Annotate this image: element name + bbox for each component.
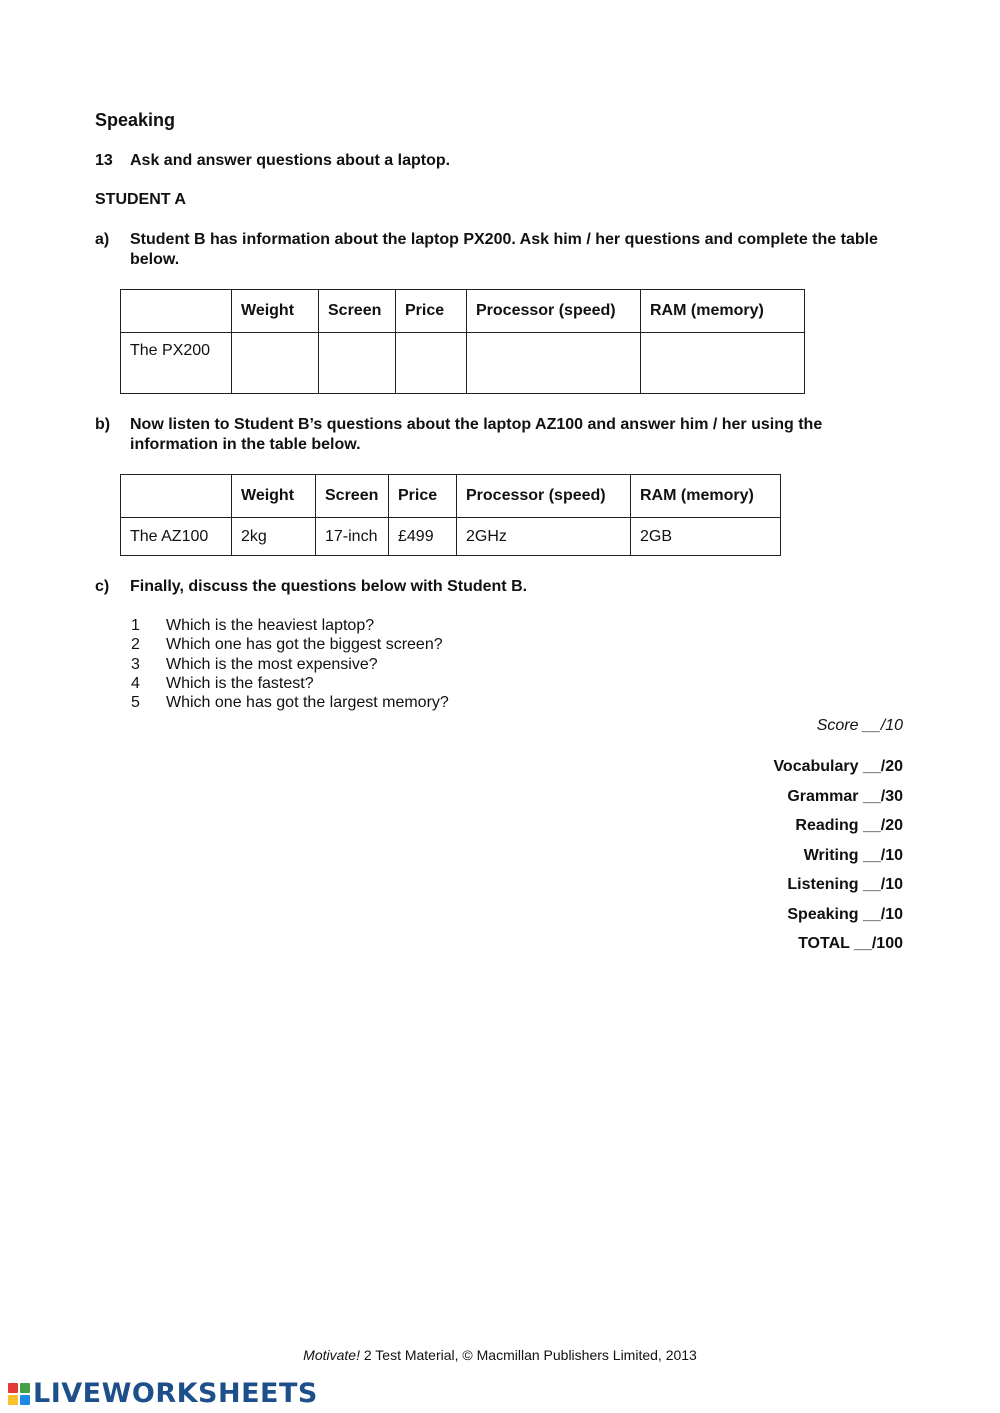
- row-label-cell: The PX200: [121, 333, 232, 394]
- list-item: [131, 635, 449, 654]
- table-header-cell: [121, 290, 232, 333]
- value-cell-ram: 2GB: [631, 518, 781, 556]
- logo-icon: [8, 1383, 30, 1405]
- total-reading: Reading __/20: [795, 817, 903, 834]
- copyright-footer: [0, 1347, 1000, 1363]
- part-b-text: Now listen to Student B’s questions about the laptop AZ100 and answer him / her using the information in the table below.: [130, 416, 823, 453]
- part-a-instruction: [95, 230, 885, 270]
- total-listening: Listening __/10: [787, 876, 903, 893]
- answer-cell-processor[interactable]: [467, 333, 641, 394]
- answer-cell-price[interactable]: [396, 333, 467, 394]
- table-header-cell: Weight: [232, 475, 316, 518]
- discussion-questions: [131, 616, 449, 712]
- table-header-cell: Screen: [316, 475, 389, 518]
- question-number: 2: [131, 636, 140, 654]
- table-header-cell: Price: [389, 475, 457, 518]
- total-writing: Writing __/10: [803, 846, 903, 864]
- answer-cell-ram[interactable]: [641, 333, 805, 394]
- table-row: [121, 518, 781, 556]
- answer-cell-screen[interactable]: [319, 333, 396, 394]
- question-text: Which is the most expensive?: [166, 655, 378, 673]
- list-item: [131, 655, 449, 674]
- table-header-cell: Weight: [232, 290, 319, 333]
- value-cell-screen: 17-inch: [316, 518, 389, 556]
- total-speaking: Speaking __/10: [787, 905, 903, 923]
- question-number: 5: [131, 694, 140, 712]
- table-header-cell: [121, 475, 232, 518]
- total-grammar: Grammar __/30: [787, 787, 903, 805]
- question-text: Which one has got the largest memory?: [166, 694, 449, 712]
- score-totals: [773, 757, 903, 964]
- value-cell-processor: 2GHz: [457, 518, 631, 556]
- table-header-cell: Price: [396, 290, 467, 333]
- question-text: Which one has got the biggest screen?: [166, 636, 443, 654]
- table-az100: [120, 474, 781, 556]
- table-header-row: [121, 475, 781, 518]
- student-label: STUDENT A: [95, 191, 186, 208]
- part-b-label: b): [95, 416, 111, 433]
- table-header-cell: Processor (speed): [457, 475, 631, 518]
- table-header-row: [121, 290, 805, 333]
- question-number: 1: [131, 617, 140, 634]
- value-cell-price: £499: [389, 518, 457, 556]
- part-c-label: c): [95, 578, 110, 595]
- table-header-cell: Processor (speed): [467, 290, 641, 333]
- logo-square: [20, 1383, 30, 1393]
- table-header-cell: RAM (memory): [641, 290, 805, 333]
- list-item: [131, 693, 449, 712]
- table-row: [121, 333, 805, 394]
- total-vocabulary: Vocabulary __/20: [773, 758, 903, 775]
- answer-cell-weight[interactable]: [232, 333, 319, 394]
- part-c-text: Finally, discuss the questions below with Student B.: [130, 578, 528, 595]
- logo-square: [20, 1395, 30, 1405]
- brand-name: LIVEWORKSHEETS: [33, 1378, 318, 1409]
- exercise-number: 13: [95, 152, 113, 169]
- exercise-text: Ask and answer questions about a laptop.: [130, 152, 451, 169]
- liveworksheets-logo[interactable]: [8, 1378, 318, 1409]
- part-b-instruction: [95, 415, 885, 455]
- question-number: 3: [131, 655, 140, 673]
- table-header-cell: RAM (memory): [631, 475, 781, 518]
- list-item: [131, 616, 449, 635]
- question-number: 4: [131, 674, 140, 692]
- question-text: Which is the fastest?: [166, 674, 314, 692]
- total-overall: TOTAL __/100: [798, 935, 903, 952]
- section-title: Speaking: [95, 110, 176, 130]
- exercise-instruction: [95, 152, 450, 170]
- logo-square: [8, 1383, 18, 1393]
- footer-text: 2 Test Material, © Macmillan Publishers Limited, 2013: [359, 1347, 697, 1363]
- question-text: Which is the heaviest laptop?: [166, 617, 375, 634]
- table-header-cell: Screen: [319, 290, 396, 333]
- part-a-text: Student B has information about the laptop PX200. Ask him / her questions and complete the table below.: [130, 231, 878, 268]
- table-px200: [120, 289, 805, 394]
- part-c-instruction: [95, 577, 885, 597]
- list-item: [131, 674, 449, 693]
- footer-title: Motivate!: [303, 1347, 360, 1363]
- value-cell-weight: 2kg: [232, 518, 316, 556]
- part-a-label: a): [95, 231, 110, 248]
- section-score: Score __/10: [816, 717, 903, 734]
- logo-square: [8, 1395, 18, 1405]
- row-label-cell: The AZ100: [121, 518, 232, 556]
